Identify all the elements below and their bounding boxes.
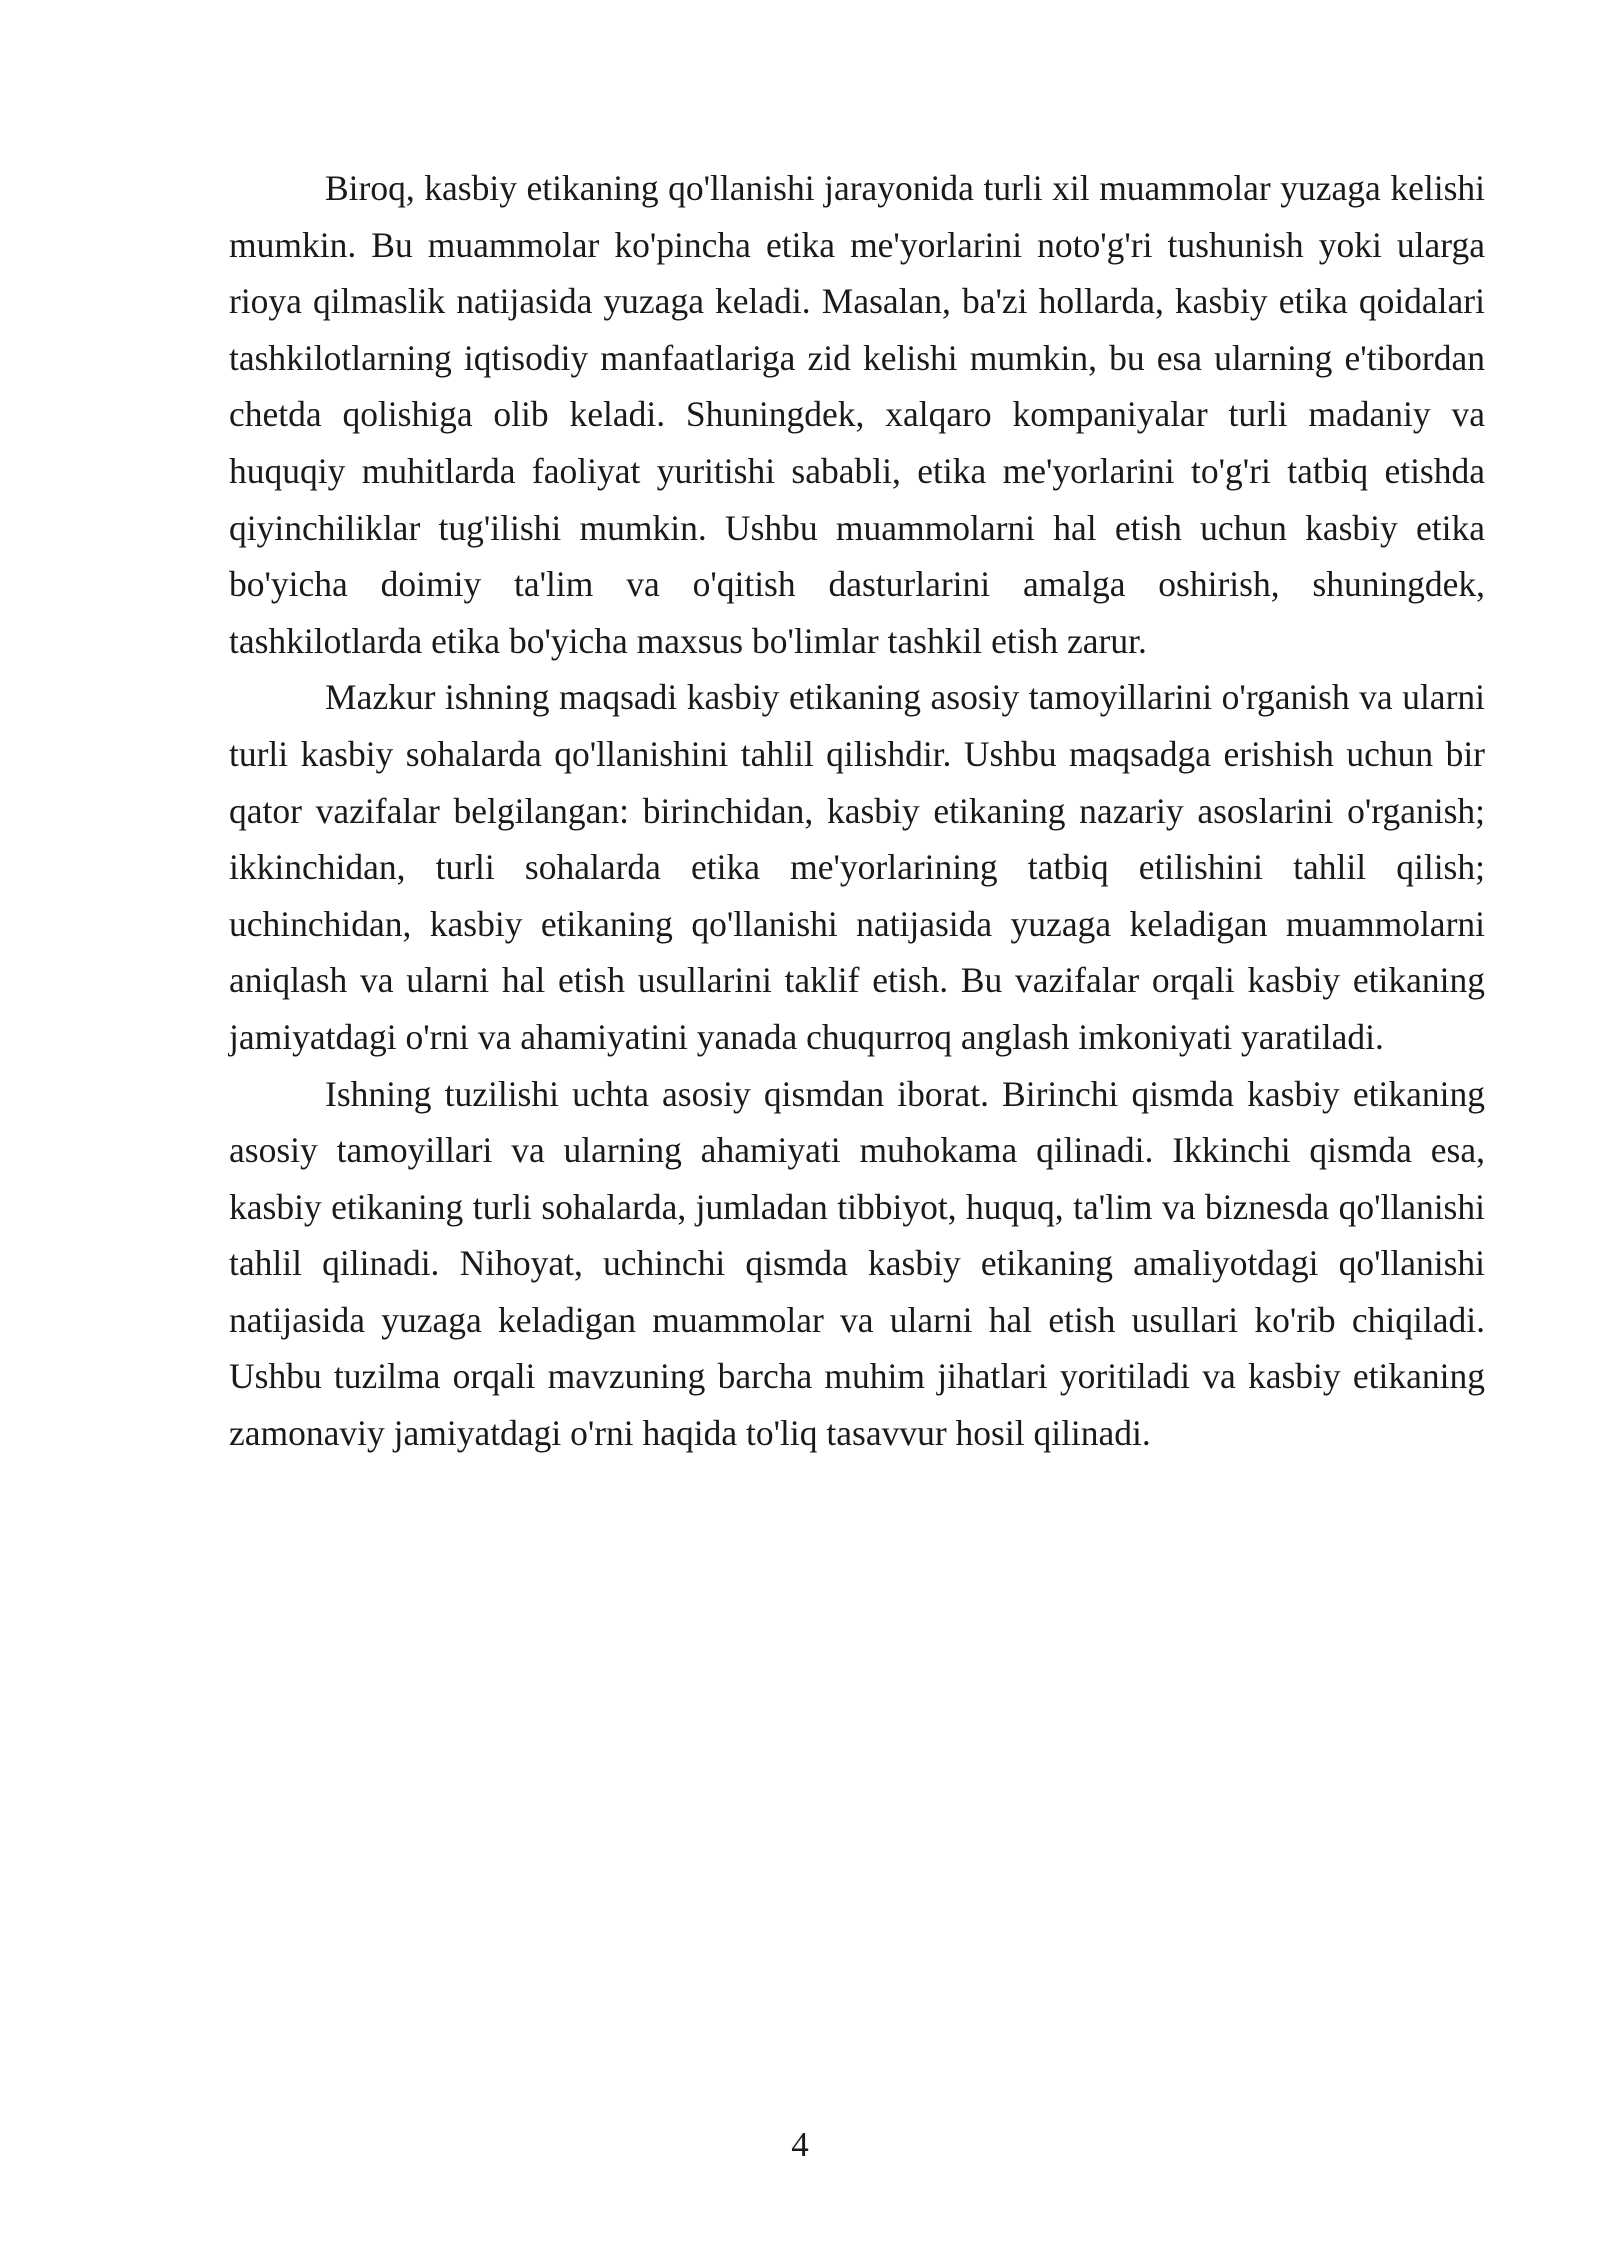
- paragraph-2: Mazkur ishning maqsadi kasbiy etikaning asosiy tamoyillarini o'rganish va ularni turli kasbiy sohalarda qo'llanishini tahlil qilishdir. Ushbu maqsadga erishish uchun bir qator vazifalar belgilangan: birinchidan, kasbiy etikaning nazariy asoslarini o'rganish; ikkinchidan, turli sohalarda etika me'yorlarining tatbiq etilishini tahlil qilish; uchinchidan, kasbiy etikaning qo'llanishi natijasida yuzaga keladigan muammolarni aniqlash va ularni hal etish usullarini taklif etish. Bu vazifalar orqali kasbiy etikaning jamiyatdagi o'rni va ahamiyatini yanada chuqurroq anglash imkoniyati yaratiladi.: [229, 677, 1485, 1057]
- page-number: 4: [791, 2125, 809, 2164]
- body-text: [229, 160, 1485, 1462]
- paragraph-1: Biroq, kasbiy etikaning qo'llanishi jarayonida turli xil muammolar yuzaga kelishi mumkin. Bu muammolar ko'pincha etika me'yorlarini noto'g'ri tushunish yoki ularga rioya qilmaslik natijasida yuzaga keladi. Masalan, ba'zi hollarda, kasbiy etika qoidalari tashkilotlarning iqtisodiy manfaatlariga zid kelishi mumkin, bu esa ularning e'tibordan chetda qolishiga olib keladi. Shuningdek, xalqaro kompaniyalar turli madaniy va huquqiy muhitlarda faoliyat yuritishi sababli, etika me'yorlarini to'g'ri tatbiq etishda qiyinchiliklar tug'ilishi mumkin. Ushbu muammolarni hal etish uchun kasbiy etika bo'yicha doimiy ta'lim va o'qitish dasturlarini amalga oshirish, shuningdek, tashkilotlarda etika bo'yicha maxsus bo'limlar tashkil etish zarur.: [229, 168, 1485, 661]
- paragraph-3: Ishning tuzilishi uchta asosiy qismdan iborat. Birinchi qismda kasbiy etikaning asosiy tamoyillari va ularning ahamiyati muhokama qilinadi. Ikkinchi qismda esa, kasbiy etikaning turli sohalarda, jumladan tibbiyot, huquq, ta'lim va biznesda qo'llanishi tahlil qilinadi. Nihoyat, uchinchi qismda kasbiy etikaning amaliyotdagi qo'llanishi natijasida yuzaga keladigan muammolar va ularni hal etish usullari ko'rib chiqiladi. Ushbu tuzilma orqali mavzuning barcha muhim jihatlari yoritiladi va kasbiy etikaning zamonaviy jamiyatdagi o'rni haqida to'liq tasavvur hosil qilinadi.: [229, 1073, 1485, 1454]
